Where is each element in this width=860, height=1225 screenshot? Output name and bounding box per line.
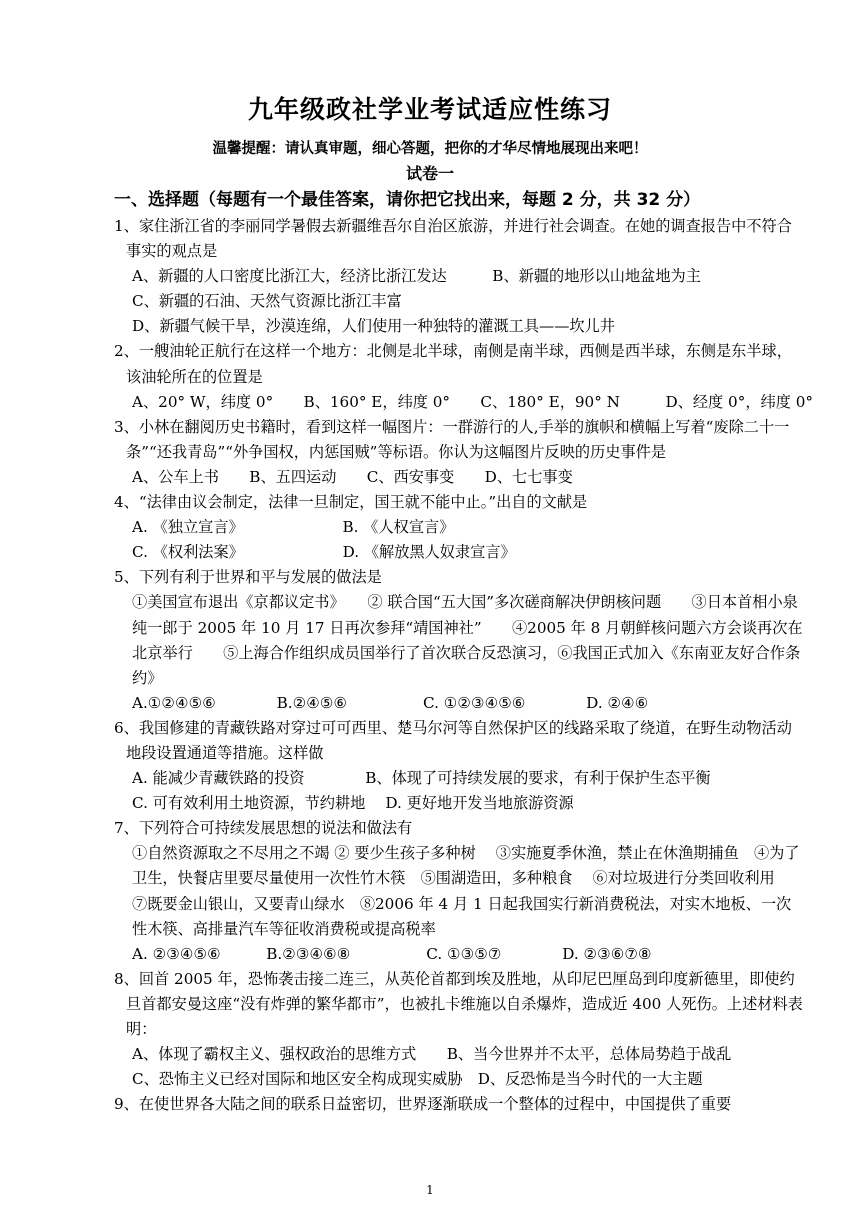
question-3-stem: 3、小林在翻阅历史书籍时，看到这样一幅图片：一群游行的人,手举的旗帜和横幅上写着“废除二十一条”“还我青岛”“外争国权，内惩国贼”等标语。你认为这幅图片反映的历史事件是 [114,417,790,461]
question-5-statements: ①美国宣布退出《京都议定书》 ② 联合国“五大国”多次磋商解决伊朗核问题 ③日本首相小泉纯一郎于 2005 年 10 月 17 日再次参拜“靖国神社” ④2005 年 8 月朝鲜核问题六方会谈再次在北京举行 ⑤上海合作组织成员国举行了首次联合反恐演习，⑥我国正式加入《东南亚友好合作条约》 [132,593,803,687]
question-8-options-cd: C、恐怖主义已经对国际和地区安全构成现实威胁 D、反恐怖是当今时代的一大主题 [132,1070,703,1089]
question-1-stem: 1、家住浙江省的李丽同学暑假去新疆维吾尔自治区旅游，并进行社会调查。在她的调查报告中不符合事实的观点是 [114,217,792,261]
question-6-options-cd: C. 可有效利用土地资源，节约耕地 D. 更好地开发当地旅游资源 [132,794,574,813]
question-7-statements: ①自然资源取之不尽用之不竭 ② 要少生孩子多种树 ③实施夏季休渔，禁止在休渔期捕鱼 ④为了卫生，快餐店里要尽量使用一次性竹木筷 ⑤围湖造田，多种粮食 ⑥对垃圾进行分类回收利用 ⑦既要金山银山，又要青山绿水 ⑧2006 年 4 月 1 日起我国实行新消费税法，对实木地板、一次性木筷、高排量汽车等征收消费税或提高税率 [132,844,800,938]
question-5-stem: 5、下列有利于世界和平与发展的做法是 [114,568,382,587]
question-3-options: A、公车上书 B、五四运动 C、西安事变 D、七七事变 [132,467,573,486]
question-5-options: A.①②④⑤⑥ B.②④⑤⑥ C. ①②③④⑤⑥ D. ②④⑥ [132,693,649,712]
questions [114,214,813,1117]
question-7-options: A. ②③④⑤⑥ B.②③④⑥⑧ C. ①③⑤⑦ D. ②③⑥⑦⑧ [132,944,652,963]
question-7-stem: 7、下列符合可持续发展思想的说法和做法有 [114,819,413,838]
question-1-option-d: D、新疆气候干旱，沙漠连绵，人们使用一种独特的灌溉工具——坎儿井 [132,317,615,336]
reminder-text: 温馨提醒：请认真审题，细心答题，把你的才华尽情地展现出来吧！ [212,141,648,157]
question-8-options-ab: A、体现了霸权主义、强权政治的思维方式 B、当今世界并不太平，总体局势趋于战乱 [132,1045,732,1064]
question-8-stem: 8、回首 2005 年，恐怖袭击接二连三，从英伦首都到埃及胜地，从印尼巴厘岛到印度新德里，即使约旦首都安曼这座“没有炸弹的繁华都市”，也被扎卡维施以自杀爆炸，造成近 400 人死伤。上述材料表明： [114,969,803,1038]
question-9-stem: 9、在使世界各大陆之间的联系日益密切，世界逐渐联成一个整体的过程中，中国提供了重要 [114,1095,732,1114]
question-6-stem: 6、我国修建的青藏铁路对穿过可可西里、楚马尔河等自然保护区的线路采取了绕道，在野生动物活动地段设置通道等措施。这样做 [114,718,792,762]
page-title: 九年级政社学业考试适应性练习 [247,95,612,124]
question-2-options: A、20° W，纬度 0° B、160° E，纬度 0° C、180° E，90° N D、经度 0°，纬度 0° [132,392,813,411]
section-heading: 一、选择题（每题有一个最佳答案，请你把它找出来，每题 2 分，共 32 分） [114,190,701,210]
question-1-option-c: C、新疆的石油、天然气资源比浙江丰富 [132,292,402,311]
question-1-options-ab: A、新疆的人口密度比浙江大，经济比浙江发达 B、新疆的地形以山地盆地为主 [132,267,701,286]
page-number: 1 [426,1183,434,1197]
question-2-stem: 2、一艘油轮正航行在这样一个地方：北侧是北半球，南侧是南半球，西侧是西半球，东侧是东半球，该油轮所在的位置是 [114,342,792,386]
question-4-options-ab: A. 《独立宣言》 B. 《人权宣言》 [132,518,455,537]
question-4-options-cd: C. 《权利法案》 D. 《解放黑人奴隶宣言》 [132,543,516,562]
question-6-options-ab: A. 能减少青藏铁路的投资 B、体现了可持续发展的要求，有利于保护生态平衡 [132,769,711,788]
question-4-stem: 4、“法律由议会制定，法律一旦制定，国王就不能中止。”出自的文献是 [114,493,588,512]
paper-label: 试卷一 [405,164,454,183]
